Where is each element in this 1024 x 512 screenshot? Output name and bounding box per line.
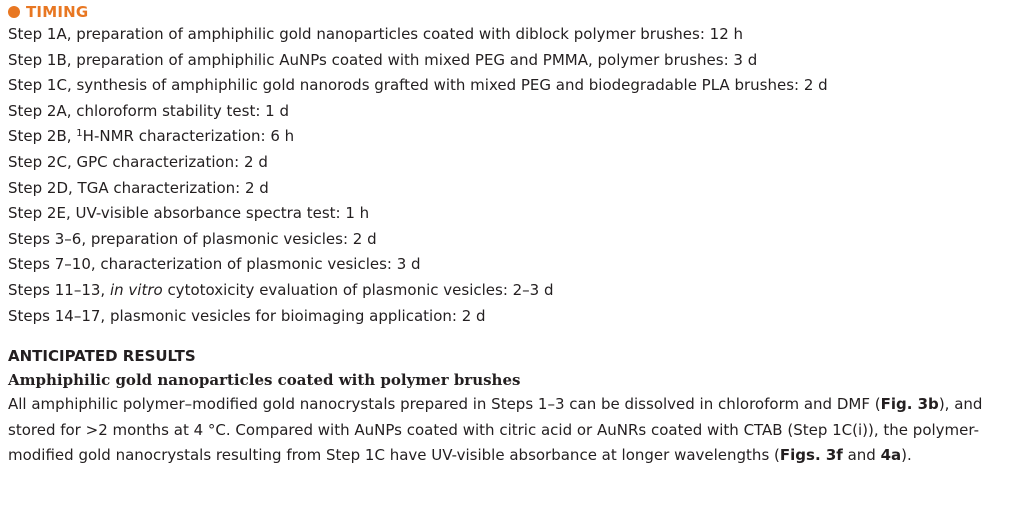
paragraph-text: and (842, 446, 881, 465)
timing-item: Step 1A, preparation of amphiphilic gold nanoparticles coated with diblock polymer brushes: 12 h (8, 25, 744, 43)
timing-list (8, 22, 1016, 329)
timing-item: Step 2D, TGA characterization: 2 d (8, 178, 269, 197)
results-paragraph (8, 392, 1016, 469)
anticipated-results-heading: ANTICIPATED RESULTS (8, 347, 196, 366)
timing-item-suffix: cytotoxicity evaluation of plasmonic vesicles: 2–3 d (162, 280, 554, 299)
timing-heading-label: TIMING (26, 3, 89, 21)
timing-item-suffix: H-NMR characterization: 6 h (82, 127, 295, 146)
timing-section-heading (8, 2, 1016, 22)
in-vitro-italic: in vitro (109, 280, 163, 299)
timing-item (8, 124, 1016, 150)
figure-reference-link[interactable]: Figs. 3f (779, 446, 843, 465)
timing-item (8, 278, 1016, 304)
figure-reference-link[interactable]: Fig. 3b (880, 395, 939, 414)
paragraph-text: All amphiphilic polymer–modified gold nanocrystals prepared in Steps 1–3 can be dissolved in chloroform and DMF ( (8, 395, 881, 414)
superscript-one: 1 (76, 128, 83, 140)
timing-item-prefix: Step 2B, (8, 127, 77, 146)
paragraph-text: ), and stored for >2 months at 4 °C. Compared with AuNPs coated with citric acid or AuNRs coated with CTAB (Step 1C(i)), the polymer-modified gold nanocrystals resulting from Step 1C have UV-visible absorbance at longer wavelengths ( (8, 395, 983, 465)
timing-item: Step 2A, chloroform stability test: 1 d (8, 101, 290, 120)
timing-item: Step 1B, preparation of amphiphilic AuNPs coated with mixed PEG and PMMA, polymer brushes: 3 d (8, 50, 758, 69)
timing-item: Steps 7–10, characterization of plasmonic vesicles: 3 d (8, 255, 421, 274)
paragraph-text: ). (901, 446, 912, 465)
timing-item: Step 2E, UV-visible absorbance spectra test: 1 h (8, 204, 370, 223)
timing-item: Steps 14–17, plasmonic vesicles for bioimaging application: 2 d (8, 306, 486, 325)
document-page (8, 2, 1016, 469)
results-subheading: Amphiphilic gold nanoparticles coated with polymer brushes (8, 371, 521, 390)
timing-item: Steps 3–6, preparation of plasmonic vesicles: 2 d (8, 229, 377, 248)
figure-reference-link[interactable]: 4a (880, 446, 902, 465)
timing-item: Step 1C, synthesis of amphiphilic gold nanorods grafted with mixed PEG and biodegradable PLA brushes: 2 d (8, 76, 828, 95)
timing-item-prefix: Steps 11–13, (8, 280, 110, 299)
bullet-dot-icon (8, 6, 20, 18)
timing-item: Step 2C, GPC characterization: 2 d (8, 152, 268, 171)
